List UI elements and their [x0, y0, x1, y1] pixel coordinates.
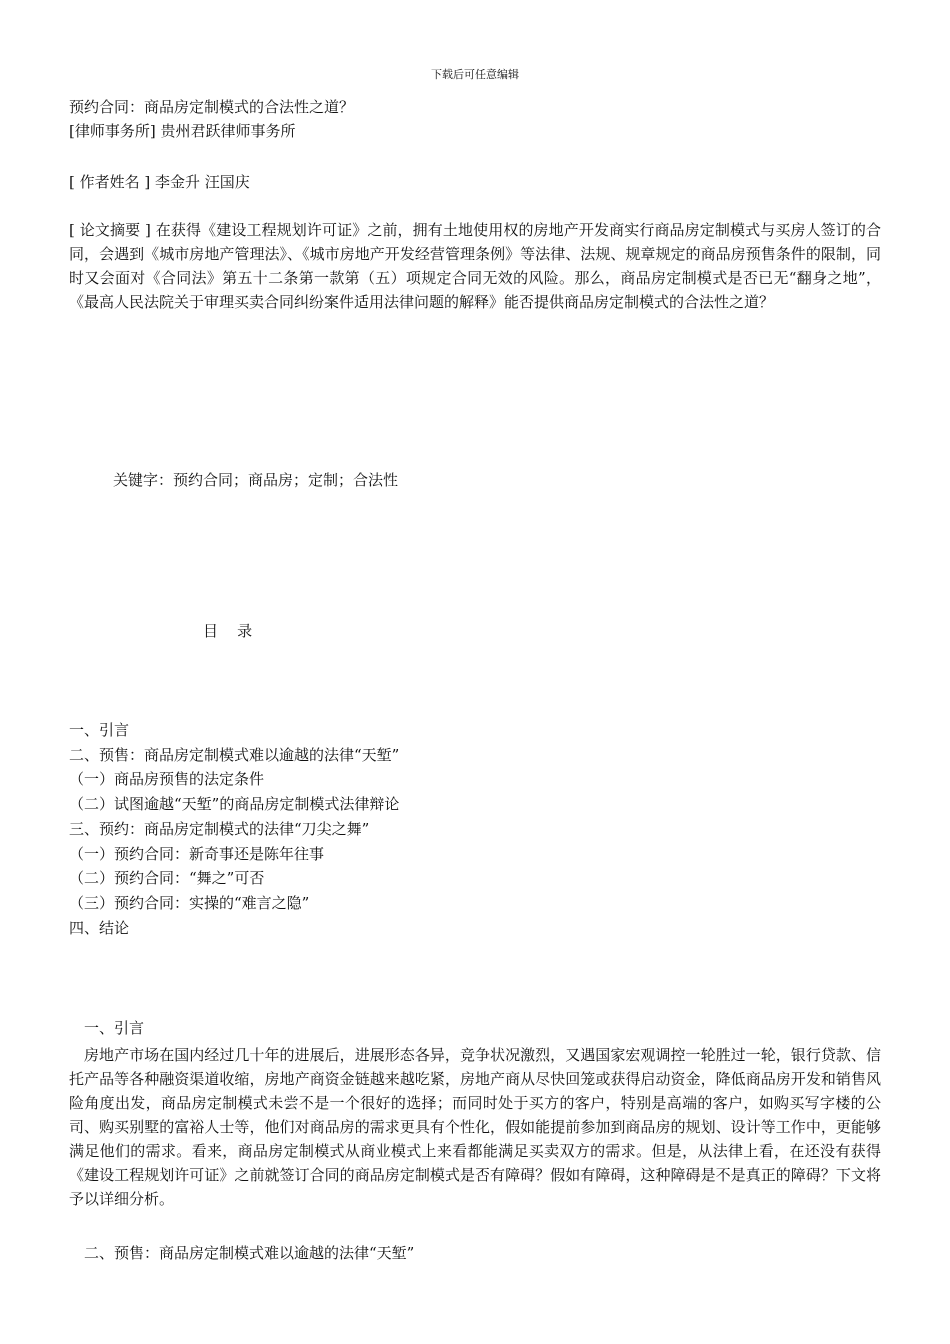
toc-item: （一）商品房预售的法定条件	[69, 770, 265, 788]
toc-item: 四、结论	[69, 919, 130, 937]
toc-item: （三）预约合同：实操的“难言之隐”	[69, 894, 310, 912]
toc-item: （一）预约合同：新奇事还是陈年往事	[69, 845, 325, 863]
section-heading-introduction: 一、引言	[84, 1019, 145, 1037]
keywords-line: 关键字：预约合同；商品房；定制；合法性	[113, 471, 399, 489]
abstract-paragraph: [ 论文摘要 ] 在获得《建设工程规划许可证》之前，拥有土地使用权的房地产开发商实行商品房定制模式与买房人签订的合同，会遇到《城市房地产管理法》、《城市房地产开发经营管理条例》等法律、法规、规章规定的商品房预售条件的限制，同时又会面对《合同法》第五十二条第一款第（五）项规定合同无效的风险。那么，商品房定制模式是否已无“翻身之地”，《最高人民法院关于审理买卖合同纠纷案件适用法律问题的解释》能否提供商品房定制模式的合法性之道？	[69, 221, 881, 311]
toc-heading: 目 录	[203, 622, 253, 640]
toc-item: （二）试图逾越“天堑”的商品房定制模式法律辩论	[69, 795, 400, 813]
toc-item: 二、预售：商品房定制模式难以逾越的法律“天堑”	[69, 746, 400, 764]
introduction-paragraph: 房地产市场在国内经过几十年的进展后，进展形态各异，竞争状况激烈，又遇国家宏观调控一轮胜过一轮，银行贷款、信托产品等各种融资渠道收缩，房地产商资金链越来越吃紧，房地产商从尽快回笼或获得启动资金，降低商品房开发和销售风险角度出发，商品房定制模式未尝不是一个很好的选择；而同时处于买方的客户，特别是高端的客户，如购买写字楼的公司、购买别墅的富裕人士等，他们对商品房的需求更具有个性化，假如能提前参加到商品房的规划、设计等工作中，更能够满足他们的需求。看来，商品房定制模式从商业模式上来看都能满足买卖双方的需求。但是，从法律上看，在还没有获得《建设工程规划许可证》之前就签订合同的商品房定制模式是否有障碍？假如有障碍，这种障碍是不是真正的障碍？下文将予以详细分析。	[69, 1046, 881, 1208]
section-heading-presale: 二、预售：商品房定制模式难以逾越的法律“天堑”	[84, 1244, 415, 1262]
law-firm-line: [律师事务所] 贵州君跃律师事务所	[69, 122, 296, 140]
header-note: 下载后可任意编辑	[431, 68, 519, 81]
toc-item: 一、引言	[69, 721, 130, 739]
author-line: [ 作者姓名 ] 李金升 汪国庆	[69, 173, 250, 191]
toc-item: 三、预约：商品房定制模式的法律“刀尖之舞”	[69, 820, 370, 838]
toc-item: （二）预约合同：“舞之”可否	[69, 869, 265, 887]
document-title: 预约合同：商品房定制模式的合法性之道？	[69, 98, 355, 116]
